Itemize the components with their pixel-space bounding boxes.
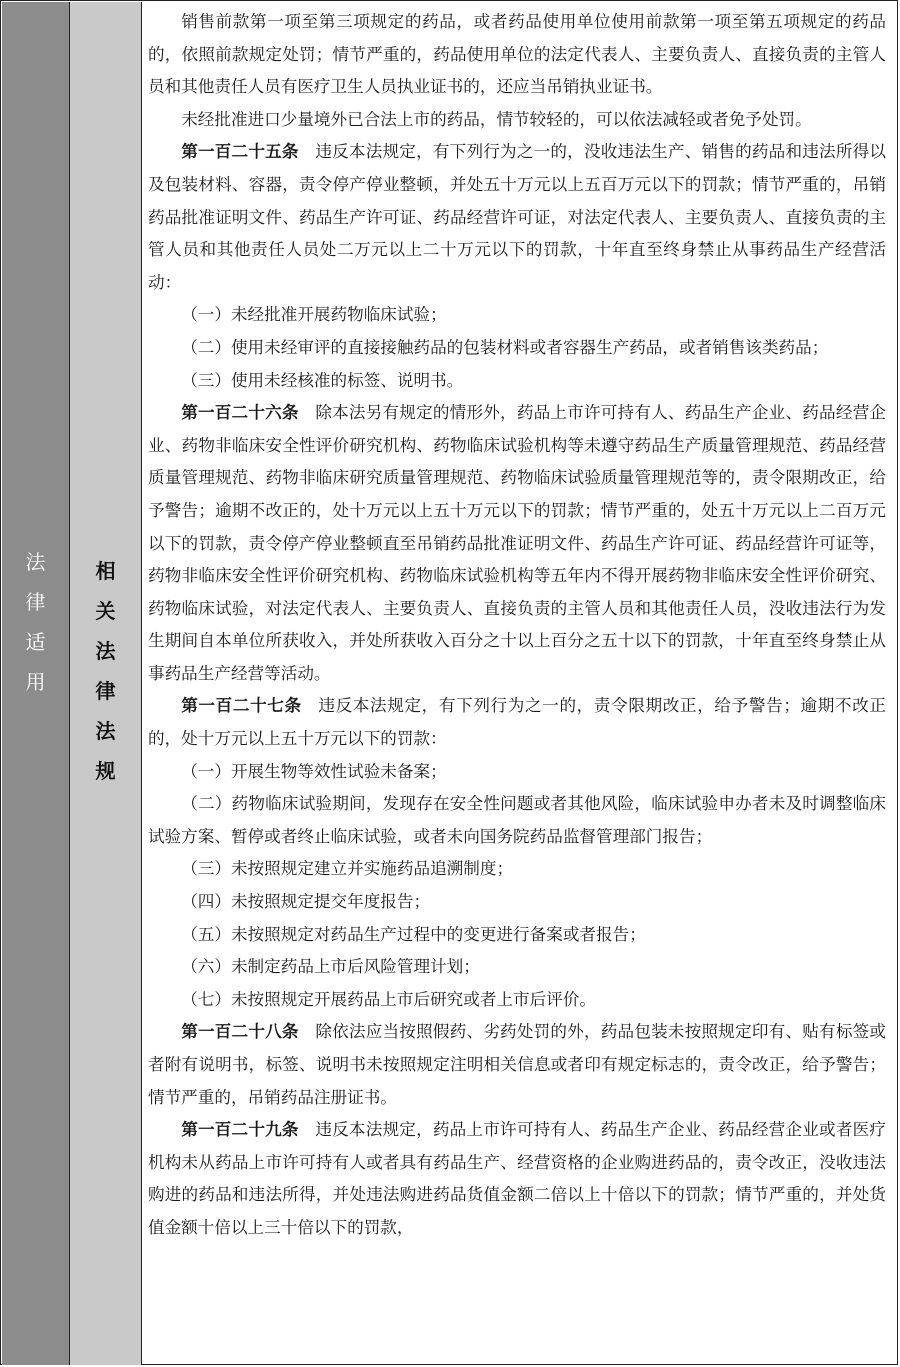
subcategory-char: 律 <box>95 679 116 703</box>
paragraph <box>148 365 886 398</box>
category-char: 法 <box>25 550 46 574</box>
paragraph-text: 违反本法规定，药品上市许可持有人、药品生产企业、药品经营企业或者医疗机构未从药品上市许可持有人或者具有药品生产、经营资格的企业购进药品的，责令改正，没收违法购进的药品和违法所得，并处违法购进药品货值金额二倍以上十倍以下的罚款；情节严重的，并处货值金额十倍以上三十倍以下的罚款， <box>148 1120 887 1237</box>
category-char: 适 <box>25 630 46 654</box>
paragraph-text: （五）未按照规定对药品生产过程中的变更进行备案或者报告； <box>181 924 646 944</box>
paragraph <box>148 756 886 789</box>
paragraph-text: （七）未按照规定开展药品上市后研究或者上市后评价。 <box>181 989 597 1009</box>
article-heading: 第一百二十九条 <box>181 1120 299 1140</box>
article-heading: 第一百二十八条 <box>181 1022 299 1042</box>
subcategory-char: 规 <box>95 759 116 783</box>
paragraph <box>148 397 886 690</box>
subcategory-char: 法 <box>95 639 116 663</box>
category-char: 律 <box>25 590 46 614</box>
law-text-content <box>148 6 886 1245</box>
subcategory-label <box>70 551 141 791</box>
paragraph-text: （四）未按照规定提交年度报告； <box>181 892 431 912</box>
paragraph <box>148 299 886 332</box>
category-column <box>2 2 70 1365</box>
paragraph <box>148 951 886 984</box>
article-heading: 第一百二十六条 <box>181 403 299 423</box>
paragraph-text: （一）开展生物等效性试验未备案； <box>181 761 447 781</box>
paragraph <box>148 136 886 299</box>
paragraph <box>148 332 886 365</box>
paragraph <box>148 788 886 853</box>
paragraph <box>148 1114 886 1244</box>
subcategory-char: 关 <box>95 599 116 623</box>
paragraph-text: 销售前款第一项至第三项规定的药品，或者药品使用单位使用前款第一项至第五项规定的药品的，依照前款规定处罚；情节严重的，药品使用单位的法定代表人、主要负责人、直接负责的主管人员和其他责任人员有医疗卫生人员执业证书的，还应当吊销执业证书。 <box>148 12 886 97</box>
paragraph <box>148 886 886 919</box>
category-char: 用 <box>25 670 46 694</box>
paragraph <box>148 1016 886 1114</box>
paragraph-text: （三）未按照规定建立并实施药品追溯制度； <box>181 859 514 879</box>
subcategory-char: 相 <box>95 559 116 583</box>
paragraph-text: （二）药物临床试验期间，发现存在安全性问题或者其他风险，临床试验申办者未及时调整临床试验方案、暂停或者终止临床试验，或者未向国务院药品监督管理部门报告； <box>148 794 886 846</box>
paragraph-text: 未经批准进口少量境外已合法上市的药品，情节较轻的，可以依法减轻或者免予处罚。 <box>181 109 812 129</box>
paragraph-text: （三）使用未经核准的标签、说明书。 <box>181 370 464 390</box>
paragraph <box>148 6 886 104</box>
paragraph-text: 违反本法规定，有下列行为之一的，没收违法生产、销售的药品和违法所得以及包装材料、容器，责令停产停业整顿，并处五十万元以上五百万元以下的罚款；情节严重的，吊销药品批准证明文件、药品生产许可证、药品经营许可证，对法定代表人、主要负责人、直接负责的主管人员和其他责任人员处二万元以上二十万元以下的罚款，十年直至终身禁止从事药品生产经营活动： <box>148 142 887 292</box>
paragraph <box>148 919 886 952</box>
subcategory-char: 法 <box>95 719 116 743</box>
subcategory-column <box>70 2 142 1365</box>
paragraph-text: 除本法另有规定的情形外，药品上市许可持有人、药品生产企业、药品经营企业、药物非临床安全性评价研究机构、药物临床试验机构等未遵守药品生产质量管理规范、药品经营质量管理规范、药物非临床研究质量管理规范、药物临床试验质量管理规范等的，责令限期改正，给予警告；逾期不改正的，处十万元以上五十万元以下的罚款；情节严重的，处五十万元以上二百万元以下的罚款，责令停产停业整顿直至吊销药品批准证明文件、药品生产许可证、药品经营许可证等，药物非临床安全性评价研究机构、药物临床试验机构等五年内不得开展药物非临床安全性评价研究、药物临床试验，对法定代表人、主要负责人、直接负责的主管人员和其他责任人员，没收违法行为发生期间自本单位所获收入，并处所获收入百分之十以上百分之五十以下的罚款，十年直至终身禁止从事药品生产经营等活动。 <box>148 403 887 683</box>
paragraph <box>148 104 886 137</box>
paragraph-text: （一）未经批准开展药物临床试验； <box>181 305 447 325</box>
paragraph <box>148 984 886 1017</box>
paragraph-text: 除依法应当按照假药、劣药处罚的外，药品包装未按照规定印有、贴有标签或者附有说明书，标签、说明书未按照规定注明相关信息或者印有规定标志的，责令改正，给予警告；情节严重的，吊销药品注册证书。 <box>148 1022 887 1107</box>
article-heading: 第一百二十五条 <box>181 142 299 162</box>
paragraph-text: （二）使用未经审评的直接接触药品的包装材料或者容器生产药品，或者销售该类药品； <box>181 337 829 357</box>
paragraph-text: （六）未制定药品上市后风险管理计划； <box>181 957 480 977</box>
paragraph-text: 违反本法规定，有下列行为之一的，责令限期改正，给予警告；逾期不改正的，处十万元以上五十万元以下的罚款： <box>148 696 887 749</box>
category-label <box>2 542 69 702</box>
article-heading: 第一百二十七条 <box>181 696 302 716</box>
paragraph <box>148 853 886 886</box>
paragraph <box>148 690 886 755</box>
